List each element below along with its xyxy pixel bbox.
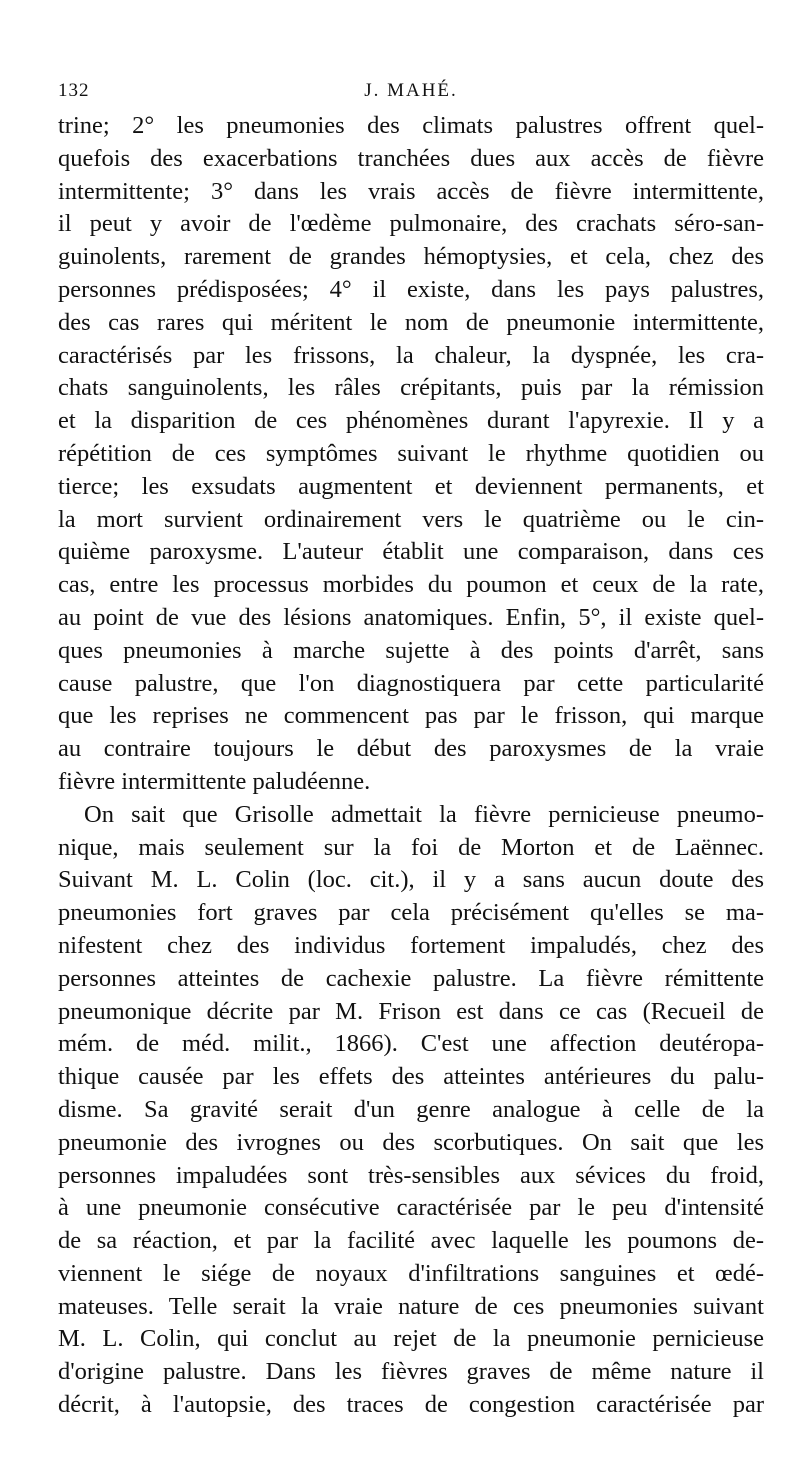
text-line: décrit, à l'autopsie, des traces de congestion caractérisée par — [58, 1391, 764, 1419]
text-line: cas, entre les processus morbides du poumon et ceux de la rate, — [58, 571, 764, 599]
running-head: J. MAHÉ. — [364, 80, 458, 101]
text-line: pneumonique décrite par M. Frison est dans ce cas (Recueil de — [58, 997, 764, 1025]
text-line: personnes prédisposées; 4° il existe, dans les pays palustres, — [58, 275, 764, 303]
text-line: Suivant M. L. Colin (loc. cit.), il y a sans aucun doute des — [58, 866, 764, 894]
text-line: caractérisés par les frissons, la chaleur, la dyspnée, les cra- — [58, 341, 764, 369]
text-line: au contraire toujours le début des paroxysmes de la vraie — [58, 735, 764, 763]
text-line: au point de vue des lésions anatomiques. Enfin, 5°, il existe quel- — [58, 603, 764, 631]
text-line: pneumonies fort graves par cela précisément qu'elles se ma- — [58, 899, 764, 927]
text-line: à une pneumonie consécutive caractérisée par le peu d'intensité — [58, 1194, 764, 1222]
text-line: de sa réaction, et par la facilité avec laquelle les poumons de- — [58, 1227, 764, 1255]
text-line: On sait que Grisolle admettait la fièvre pernicieuse pneumo- — [84, 800, 764, 828]
text-line: mateuses. Telle serait la vraie nature de ces pneumonies suivant — [58, 1292, 764, 1320]
text-line: disme. Sa gravité serait d'un genre analogue à celle de la — [58, 1095, 764, 1123]
text-line: la mort survient ordinairement vers le quatrième ou le cin- — [58, 505, 764, 533]
text-line: trine; 2° les pneumonies des climats palustres offrent quel- — [58, 112, 764, 139]
text-line: des cas rares qui méritent le nom de pneumonie intermittente, — [58, 308, 764, 336]
text-line: thique causée par les effets des atteintes antérieures du palu- — [58, 1063, 764, 1091]
text-line: M. L. Colin, qui conclut au rejet de la pneumonie pernicieuse — [58, 1325, 764, 1353]
text-line: que les reprises ne commencent pas par le frisson, qui marque — [58, 702, 764, 730]
text-line: fièvre intermittente paludéenne. — [58, 767, 371, 795]
text-line: personnes impaludées sont très-sensibles aux sévices du froid, — [58, 1161, 764, 1189]
page-header — [58, 80, 764, 110]
text-line: intermittente; 3° dans les vrais accès de fièvre intermittente, — [58, 177, 764, 205]
text-line: nifestent chez des individus fortement impaludés, chez des — [58, 931, 764, 959]
text-line: il peut y avoir de l'œdème pulmonaire, des crachats séro-san- — [58, 210, 764, 238]
text-line: viennent le siége de noyaux d'infiltrations sanguines et œdé- — [58, 1259, 764, 1287]
text-line: et la disparition de ces phénomènes durant l'apyrexie. Il y a — [58, 407, 764, 435]
text-line: cause palustre, que l'on diagnostiquera par cette particularité — [58, 669, 764, 697]
text-line: chats sanguinolents, les râles crépitants, puis par la rémission — [58, 374, 764, 402]
body-text — [58, 110, 764, 1422]
page-number: 132 — [58, 80, 90, 101]
text-line: d'origine palustre. Dans les fièvres graves de même nature il — [58, 1358, 764, 1386]
text-line: nique, mais seulement sur la foi de Morton et de Laënnec. — [58, 833, 764, 861]
text-line: répétition de ces symptômes suivant le rhythme quotidien ou — [58, 439, 764, 467]
text-line: quefois des exacerbations tranchées dues aux accès de fièvre — [58, 144, 764, 172]
text-line: ques pneumonies à marche sujette à des points d'arrêt, sans — [58, 636, 764, 664]
text-line: quième paroxysme. L'auteur établit une comparaison, dans ces — [58, 538, 764, 566]
text-line: personnes atteintes de cachexie palustre. La fièvre rémittente — [58, 964, 764, 992]
text-line: guinolents, rarement de grandes hémoptysies, et cela, chez des — [58, 243, 764, 271]
text-line: pneumonie des ivrognes ou des scorbutiques. On sait que les — [58, 1128, 764, 1156]
text-line: tierce; les exsudats augmentent et deviennent permanents, et — [58, 472, 764, 500]
text-line: mém. de méd. milit., 1866). C'est une affection deutéropa- — [58, 1030, 764, 1058]
